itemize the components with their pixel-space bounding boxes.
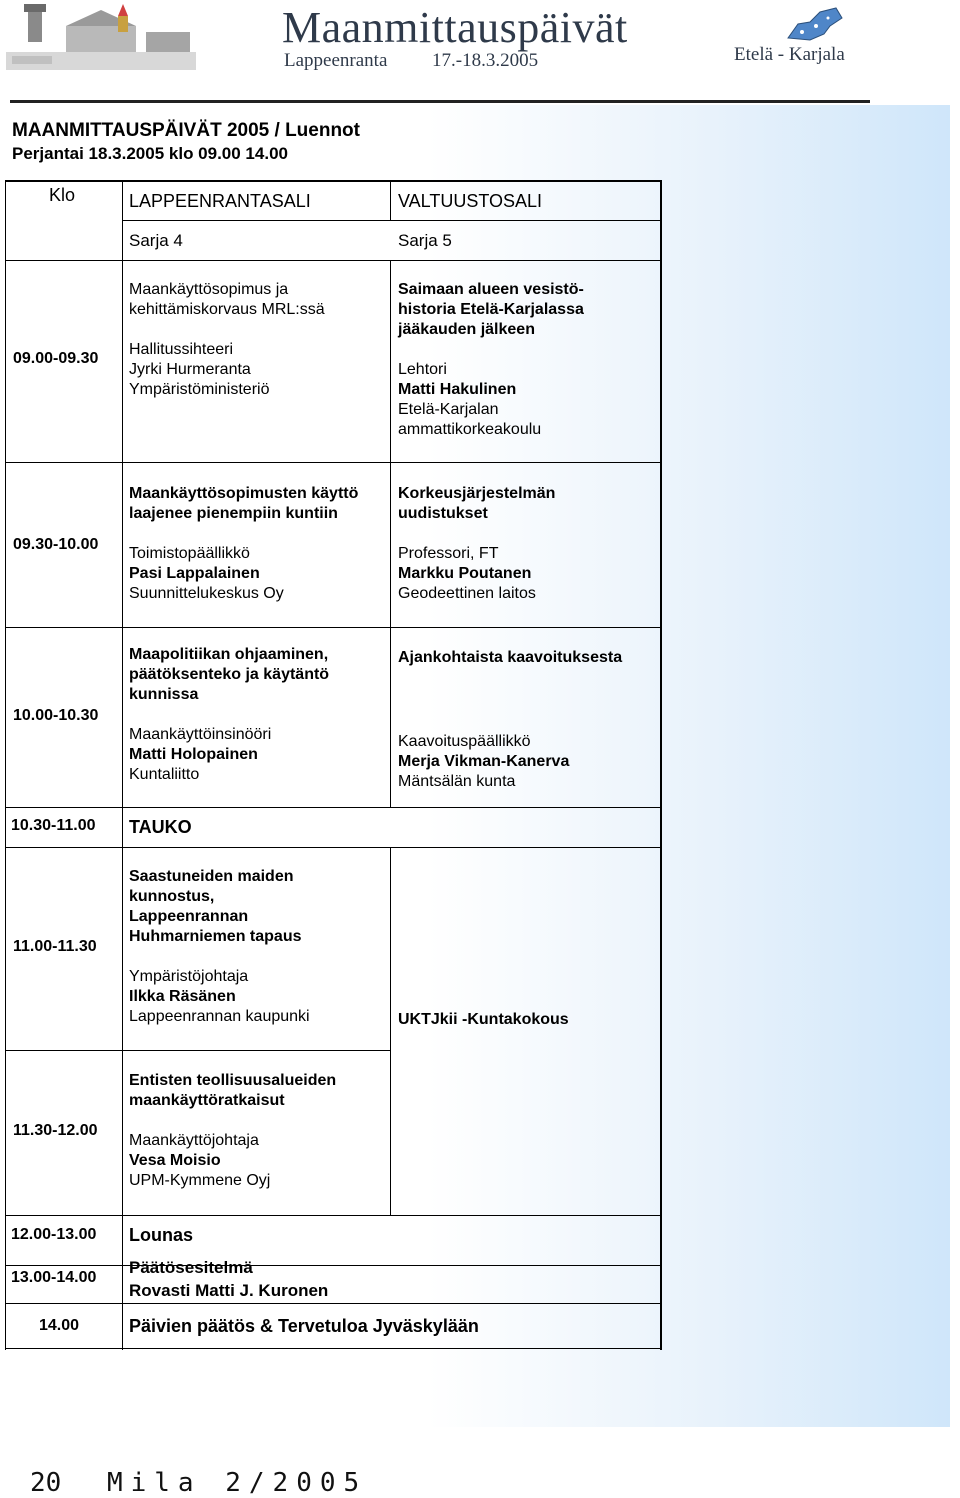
lecture-title-line: kehittämiskorvaus MRL:ssä xyxy=(129,301,325,318)
lecture-left xyxy=(129,645,329,785)
speaker-name: Ilkka Räsänen xyxy=(129,988,236,1005)
grid-line xyxy=(390,180,391,220)
lecture-title-line: kunnissa xyxy=(129,686,199,703)
speaker-role: Maankäyttöjohtaja xyxy=(129,1132,259,1149)
lecture-left xyxy=(129,484,358,604)
speaker-org: Etelä-Karjalan xyxy=(398,401,499,418)
banner-dates: 17.-18.3.2005 xyxy=(432,50,539,71)
merged-right-session: UKTJkii -Kuntakokous xyxy=(398,1011,569,1028)
grid-line xyxy=(5,627,662,628)
time-slot: 10.00-10.30 xyxy=(13,707,99,724)
speaker-name: Merja Vikman-Kanerva xyxy=(398,753,570,770)
speaker-name: Pasi Lappalainen xyxy=(129,565,260,582)
spacer xyxy=(398,688,622,708)
lunch-label: Lounas xyxy=(129,1225,194,1245)
lecture-title-line: Lappeenrannan xyxy=(129,908,249,925)
speaker-name: Matti Hakulinen xyxy=(398,381,517,398)
grid-line xyxy=(5,260,662,261)
banner-city: Lappeenranta xyxy=(284,50,388,71)
spacer xyxy=(129,705,329,725)
magazine-issue: Mila 2/2005 xyxy=(106,1468,368,1498)
closing-lecture-title: Päätösesitelmä xyxy=(129,1258,253,1277)
document-title: MAANMITTAUSPÄIVÄT 2005 / Luennot xyxy=(12,120,360,141)
grid-line xyxy=(5,180,662,182)
document-subtitle: Perjantai 18.3.2005 klo 09.00 14.00 xyxy=(12,144,288,163)
lecture-title-line: Korkeusjärjestelmän xyxy=(398,485,556,502)
grid-line xyxy=(5,1265,662,1266)
speaker-org: ammattikorkeakoulu xyxy=(398,421,542,438)
grid-line xyxy=(390,847,391,1215)
spacer xyxy=(398,668,622,688)
lecture-title-line: Maapolitiikan ohjaaminen, xyxy=(129,646,329,663)
lecture-right xyxy=(398,648,622,792)
speaker-org: Suunnittelukeskus Oy xyxy=(129,585,284,602)
series-left: Sarja 4 xyxy=(129,231,183,250)
grid-line xyxy=(5,1303,662,1304)
page-number: 20 xyxy=(30,1468,62,1498)
series-right: Sarja 5 xyxy=(398,231,452,250)
time-slot: 14.00 xyxy=(39,1317,80,1334)
time-slot: 13.00-14.00 xyxy=(11,1269,97,1286)
grid-line xyxy=(122,180,123,1350)
speaker-name: Matti Holopainen xyxy=(129,746,258,763)
lecture-title-line: jääkauden jälkeen xyxy=(398,321,535,338)
lecture-title-line: maankäyttöratkaisut xyxy=(129,1092,285,1109)
grid-line xyxy=(390,260,391,807)
time-slot: 10.30-11.00 xyxy=(11,817,96,834)
lecture-title-line: uudistukset xyxy=(398,505,488,522)
schedule-table xyxy=(5,180,662,1350)
lecture-title-line: Saastuneiden maiden xyxy=(129,868,294,885)
region-label: Etelä - Karjala xyxy=(734,44,845,65)
lecture-left xyxy=(129,280,325,400)
spacer xyxy=(398,524,555,544)
closing-lecture-speaker: Rovasti Matti J. Kuronen xyxy=(129,1281,329,1300)
lecture-right xyxy=(398,280,584,440)
lecture-left xyxy=(129,1071,336,1191)
lecture-title-line: kunnostus, xyxy=(129,888,215,905)
time-slot: 11.30-12.00 xyxy=(13,1122,98,1139)
grid-line xyxy=(5,847,662,848)
time-slot: 12.00-13.00 xyxy=(11,1226,97,1243)
speaker-name: Vesa Moisio xyxy=(129,1152,221,1169)
time-slot: 09.00-09.30 xyxy=(13,350,99,367)
grid-line xyxy=(5,1215,662,1216)
speaker-role: Professori, FT xyxy=(398,545,499,562)
grid-line xyxy=(5,1348,662,1349)
spacer xyxy=(129,320,325,340)
grid-line xyxy=(5,180,6,1350)
lecture-title-line: Maankäyttösopimusten käyttö xyxy=(129,485,359,502)
lecture-title-line: Huhmarniemen tapaus xyxy=(129,928,302,945)
speaker-org: Lappeenrannan kaupunki xyxy=(129,1008,310,1025)
speaker-org: Geodeettinen laitos xyxy=(398,585,536,602)
speaker-org: Mäntsälän kunta xyxy=(398,773,516,790)
grid-line xyxy=(660,180,662,1350)
lecture-title-line: Ajankohtaista kaavoituksesta xyxy=(398,649,623,666)
speaker-role: Hallitussihteeri xyxy=(129,341,234,358)
lecture-title-line: päätöksenteko ja käytäntö xyxy=(129,666,330,683)
lecture-title-line: Entisten teollisuusalueiden xyxy=(129,1072,337,1089)
lecture-title-line: Maankäyttösopimus ja xyxy=(129,281,289,298)
closing-label: Päivien päätös & Tervetuloa Jyväskylään xyxy=(129,1316,479,1336)
time-slot: 09.30-10.00 xyxy=(13,536,99,553)
spacer xyxy=(129,947,310,967)
grid-line xyxy=(122,220,662,221)
speaker-role: Lehtori xyxy=(398,361,447,378)
lecture-title-line: laajenee pienempiin kuntiin xyxy=(129,505,338,522)
speaker-role: Maankäyttöinsinööri xyxy=(129,726,272,743)
spacer xyxy=(129,524,358,544)
column-header-lappeenrantasali: LAPPEENRANTASALI xyxy=(129,191,311,211)
speaker-role: Toimistopäällikkö xyxy=(129,545,250,562)
speaker-name: Jyrki Hurmeranta xyxy=(129,361,251,378)
lecture-title-line: Saimaan alueen vesistö- xyxy=(398,281,584,298)
banner-title: Maanmittauspäivät xyxy=(282,3,628,52)
speaker-role: Ympäristöjohtaja xyxy=(129,968,249,985)
speaker-role: Kaavoituspäällikkö xyxy=(398,733,531,750)
speaker-name: Markku Poutanen xyxy=(398,565,532,582)
column-header-valtuustosali: VALTUUSTOSALI xyxy=(398,191,543,211)
header-banner xyxy=(0,0,960,100)
city-skyline-illustration xyxy=(6,2,196,72)
spacer xyxy=(129,1111,336,1131)
break-label: TAUKO xyxy=(129,817,192,837)
lecture-right xyxy=(398,484,555,604)
speaker-org: Kuntaliitto xyxy=(129,766,200,783)
closing-lecture xyxy=(129,1256,328,1302)
column-header-time: Klo xyxy=(49,185,76,205)
speaker-org: UPM-Kymmene Oyj xyxy=(129,1172,271,1189)
grid-line xyxy=(5,462,662,463)
time-slot: 11.00-11.30 xyxy=(13,938,97,955)
lecture-title-line: historia Etelä-Karjalassa xyxy=(398,301,584,318)
lecture-left xyxy=(129,867,310,1027)
header-divider xyxy=(10,100,870,103)
spacer xyxy=(398,708,622,732)
page-footer xyxy=(30,1468,367,1498)
spacer xyxy=(398,340,584,360)
grid-line xyxy=(5,807,662,808)
grid-line xyxy=(5,1050,390,1051)
speaker-org: Ympäristöministeriö xyxy=(129,381,270,398)
region-map-icon xyxy=(780,4,850,46)
